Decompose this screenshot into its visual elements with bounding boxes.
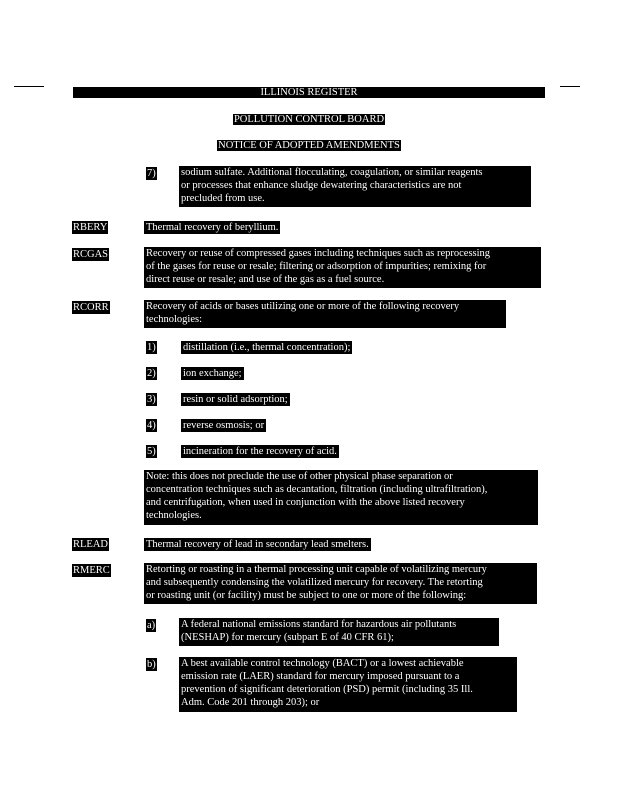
code-rbery: RBERY <box>73 222 108 233</box>
rcorr-note: Note: this does not preclude the use of other physical phase separation or concentration techniques such as decantation, filtration (including ultrafiltration), and centrifugation, when used in conjunction with the above listed recovery technologies. <box>144 470 538 525</box>
rmerc-item-a: A federal national emissions standard for hazardous air pollutants (NESHAP) for mercury (subpart E of 40 CFR 61); <box>179 618 499 646</box>
list-item: reverse osmosis; or <box>183 420 265 431</box>
rmerc-item-b: A best available control technology (BACT) or a lowest achievable emission rate (LAER) standard for mercury imposed pursuant to a prevention of significant deterioration (PSD) permit (including 35 Ill. Adm. Code 201 through 203); or <box>179 657 517 712</box>
list-item: incineration for the recovery of acid. <box>183 446 337 457</box>
rbery-text: Thermal recovery of beryllium. <box>146 222 279 233</box>
rmerc-text: Retorting or roasting in a thermal processing unit capable of volatilizing mercury and subsequently condensing the volatilized mercury for recovery. The retorting or roasting unit (or facility) must be subject to one or more of the following: <box>144 563 537 604</box>
notice-title: NOTICE OF ADOPTED AMENDMENTS <box>218 140 400 151</box>
rlead-text: Thermal recovery of lead in secondary lead smelters. <box>146 539 369 550</box>
list-letter: a) <box>147 620 156 631</box>
list-number: 4) <box>147 420 156 431</box>
code-rcorr: RCORR <box>73 302 109 313</box>
item-number: 7) <box>147 168 156 179</box>
list-item: ion exchange; <box>183 368 242 379</box>
list-letter: b) <box>147 659 156 670</box>
code-rcgas: RCGAS <box>73 249 109 260</box>
list-item: distillation (i.e., thermal concentration); <box>183 342 351 353</box>
list-number: 5) <box>147 446 156 457</box>
code-rmerc: RMERC <box>73 565 110 576</box>
code-rlead: RLEAD <box>73 539 108 550</box>
board-title: POLLUTION CONTROL BOARD <box>233 114 385 125</box>
item-7-text: sodium sulfate. Additional flocculating, coagulation, or similar reagents or processes that enhance sludge dewatering characteristics are not precluded from use. <box>179 166 531 207</box>
list-number: 2) <box>147 368 156 379</box>
list-item: resin or solid adsorption; <box>183 394 288 405</box>
register-title: ILLINOIS REGISTER <box>260 87 358 98</box>
list-number: 3) <box>147 394 156 405</box>
rcorr-text: Recovery of acids or bases utilizing one or more of the following recovery technologies: <box>144 300 506 328</box>
list-number: 1) <box>147 342 156 353</box>
rcgas-text: Recovery or reuse of compressed gases including techniques such as reprocessing of the gases for reuse or resale; filtering or adsorption of impurities; remixing for direct reuse or resale; and use of the gas as a fuel source. <box>144 247 541 288</box>
